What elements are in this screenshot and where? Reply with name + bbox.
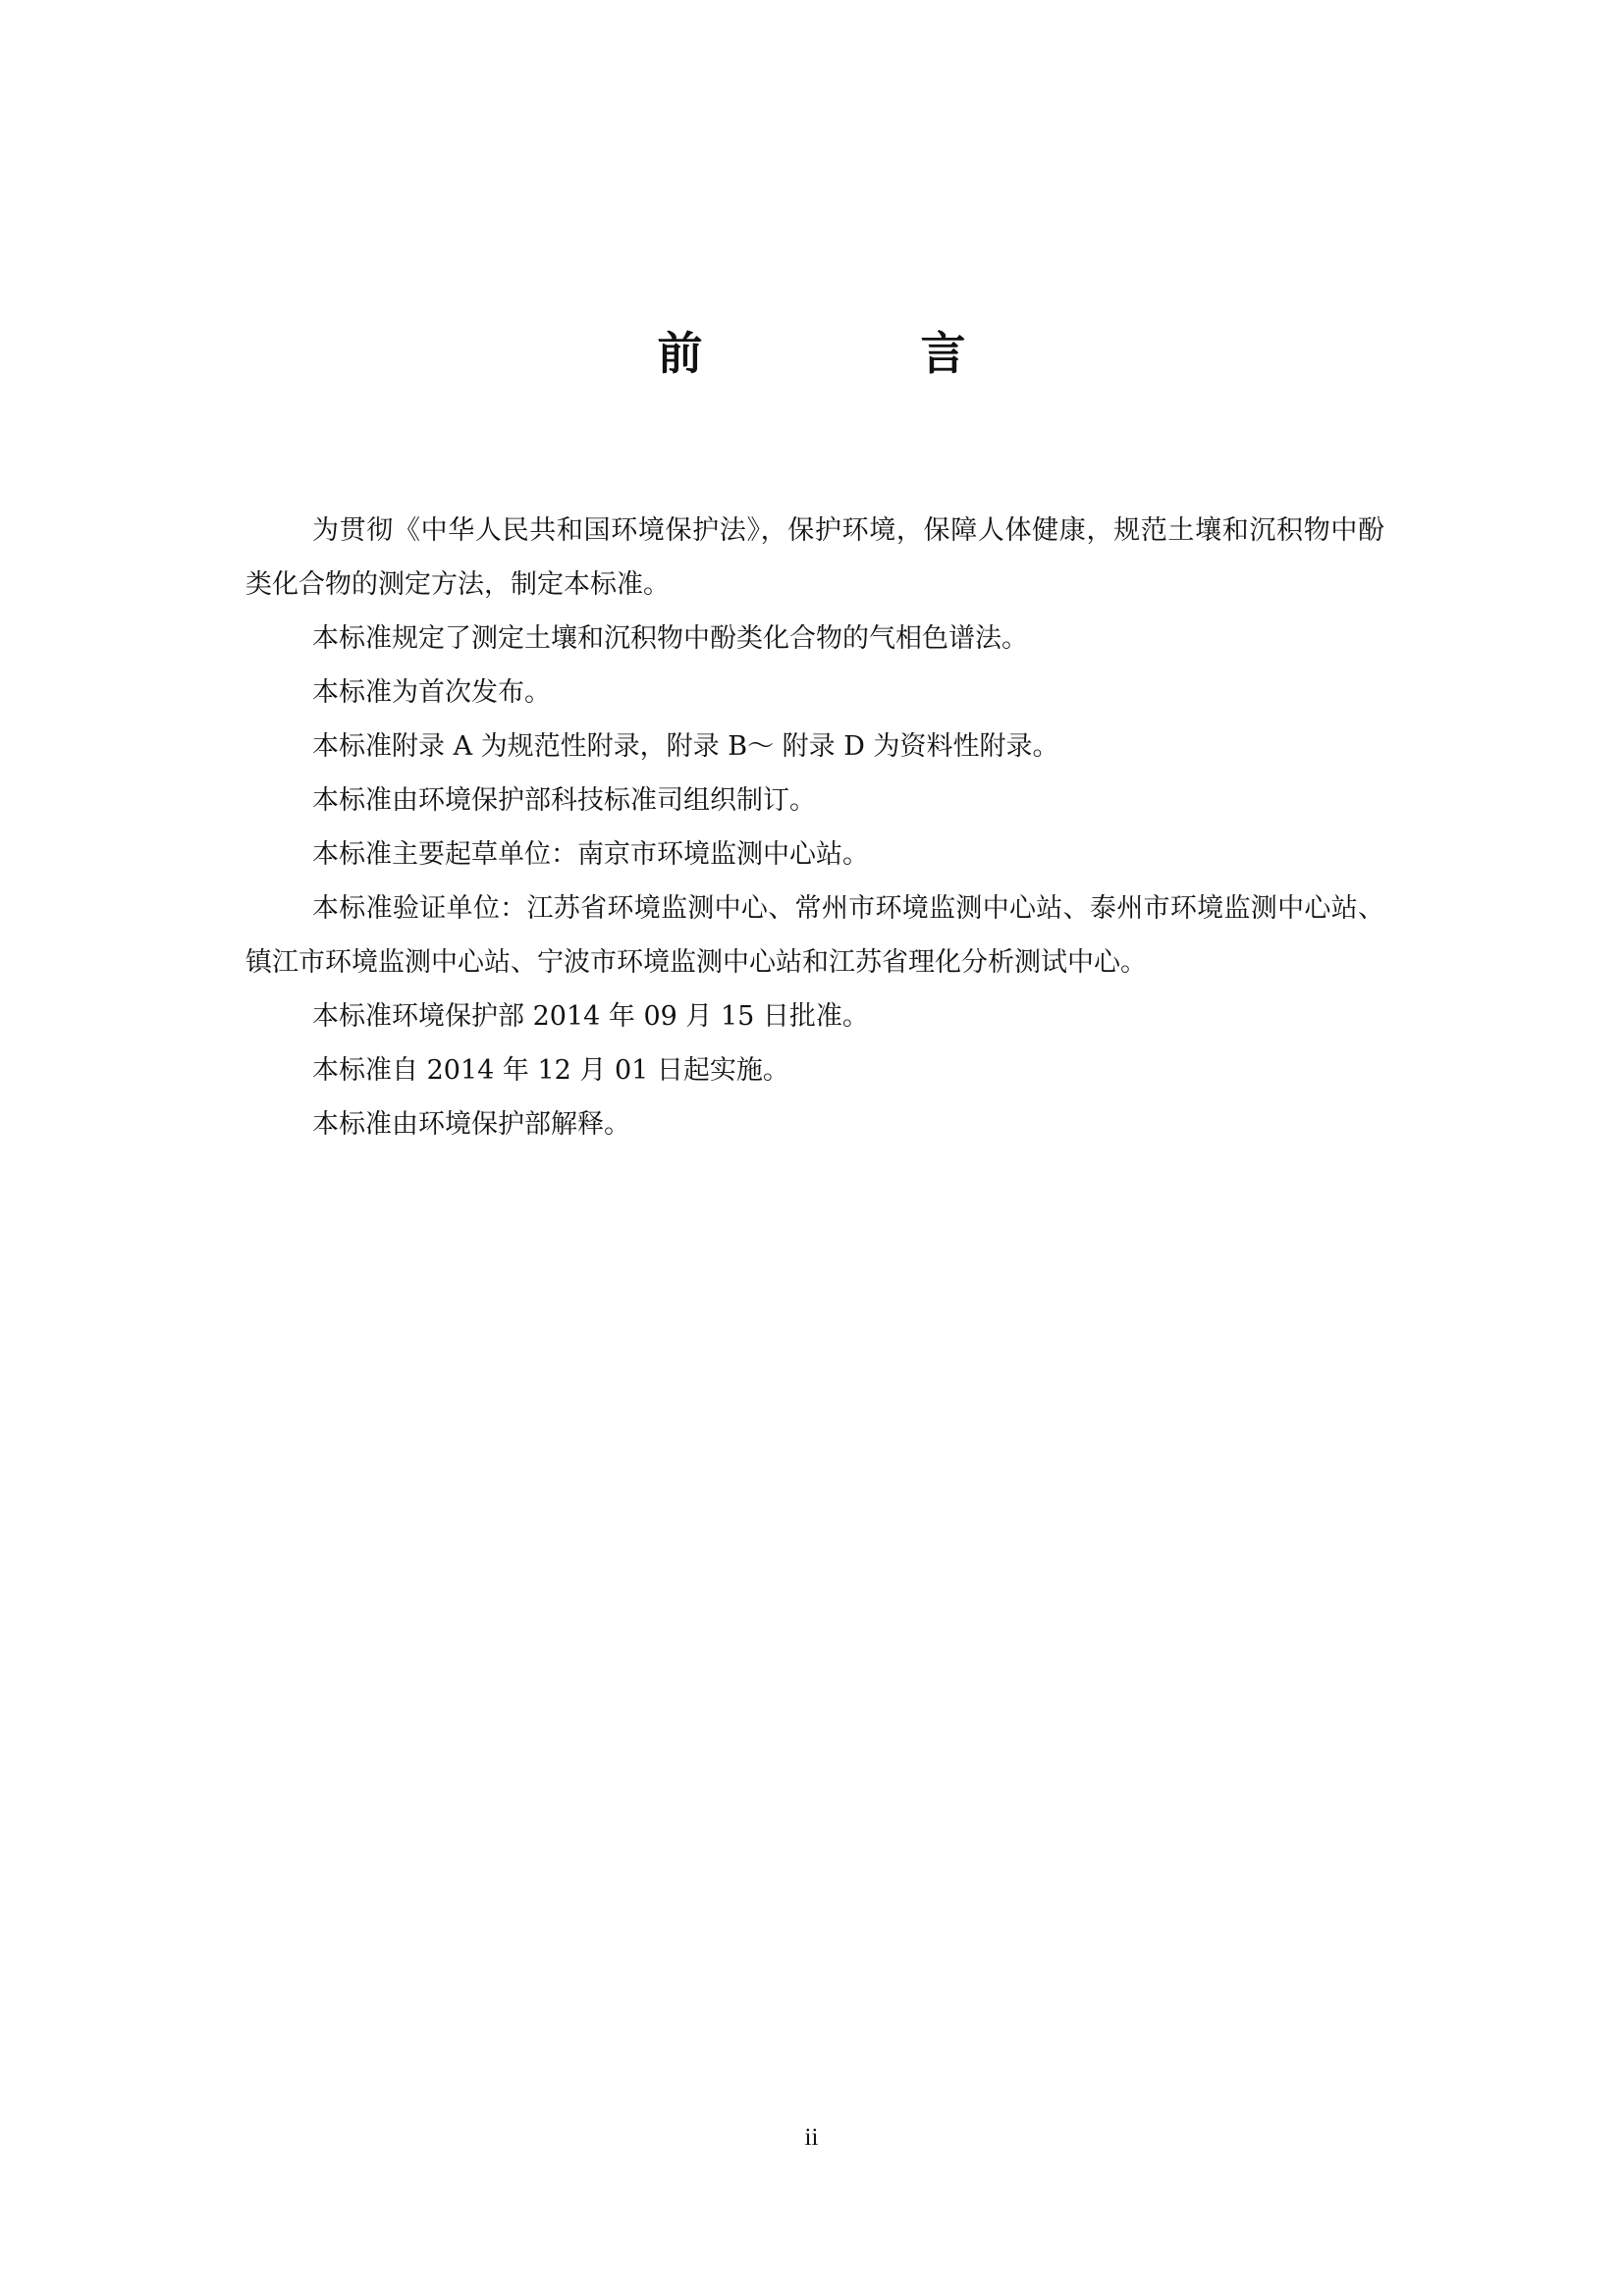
paragraph-appendix: 本标准附录 A 为规范性附录，附录 B～ 附录 D 为资料性附录。 — [312, 731, 1059, 762]
paragraph-interpretation: 本标准由环境保护部解释。 — [312, 1109, 630, 1140]
foreword-body — [245, 504, 1384, 1151]
paragraph-first-release: 本标准为首次发布。 — [312, 677, 551, 708]
paragraph-organizer: 本标准由环境保护部科技标准司组织制订。 — [312, 785, 816, 816]
paragraph-scope: 本标准规定了测定土壤和沉积物中酚类化合物的气相色谱法。 — [312, 623, 1028, 654]
page-title: 前 言 — [657, 327, 1053, 380]
paragraph-approval-date: 本标准环境保护部 2014 年 09 月 15 日批准。 — [312, 1001, 869, 1032]
paragraph-verification-units: 本标准验证单位：江苏省环境监测中心、常州市环境监测中心站、泰州市环境监测中心站、镇江市环境监测中心站、宁波市环境监测中心站和江苏省理化分析测试中心。 — [245, 893, 1384, 978]
page-number: ii — [804, 2124, 819, 2151]
paragraph-drafting-unit: 本标准主要起草单位：南京市环境监测中心站。 — [312, 839, 869, 870]
paragraph-purpose: 为贯彻《中华人民共和国环境保护法》，保护环境，保障人体健康，规范土壤和沉积物中酚类化合物的测定方法，制定本标准。 — [245, 515, 1384, 600]
paragraph-effective-date: 本标准自 2014 年 12 月 01 日起实施。 — [312, 1055, 789, 1086]
